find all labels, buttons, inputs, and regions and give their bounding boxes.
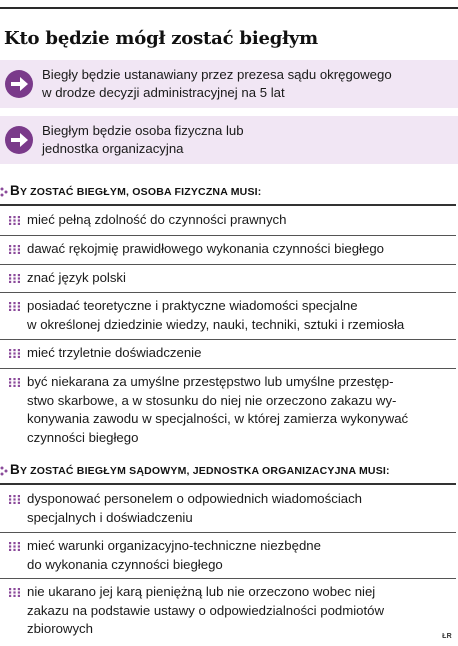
bullet-grid-icon xyxy=(9,302,20,311)
divider xyxy=(0,235,456,236)
arrow-right-icon xyxy=(4,69,34,99)
bullet-grid-icon xyxy=(9,245,20,254)
bullet-grid-icon xyxy=(9,349,20,358)
bullet-grid-icon xyxy=(9,542,20,551)
info-box-text: Biegłym będzie osoba fizyczna lub jednostka organizacyjna xyxy=(42,123,244,156)
info-box-appointment xyxy=(0,60,458,108)
arrow-right-icon xyxy=(4,125,34,155)
bullet-grid-icon xyxy=(9,274,20,283)
divider xyxy=(0,532,456,533)
divider xyxy=(0,292,456,293)
divider xyxy=(0,204,456,206)
info-box-text: Biegły będzie ustanawiany przez prezesa sądu okręgowego w drodze decyzji administracyjnej na 5 lat xyxy=(42,67,392,100)
bullet-grid-icon xyxy=(9,378,20,387)
info-box-who xyxy=(0,116,458,164)
divider xyxy=(0,368,456,369)
divider xyxy=(0,339,456,340)
dots-icon xyxy=(0,466,8,476)
divider xyxy=(0,264,456,265)
bullet-grid-icon xyxy=(9,588,20,597)
page-title: Kto będzie mógł zostać biegłym xyxy=(4,28,318,49)
divider xyxy=(0,483,456,485)
top-rule xyxy=(0,7,458,9)
bullet-grid-icon xyxy=(9,216,20,225)
divider xyxy=(0,578,456,579)
dots-icon xyxy=(0,187,8,197)
author-credit: ŁR xyxy=(442,633,452,640)
bullet-grid-icon xyxy=(9,495,20,504)
